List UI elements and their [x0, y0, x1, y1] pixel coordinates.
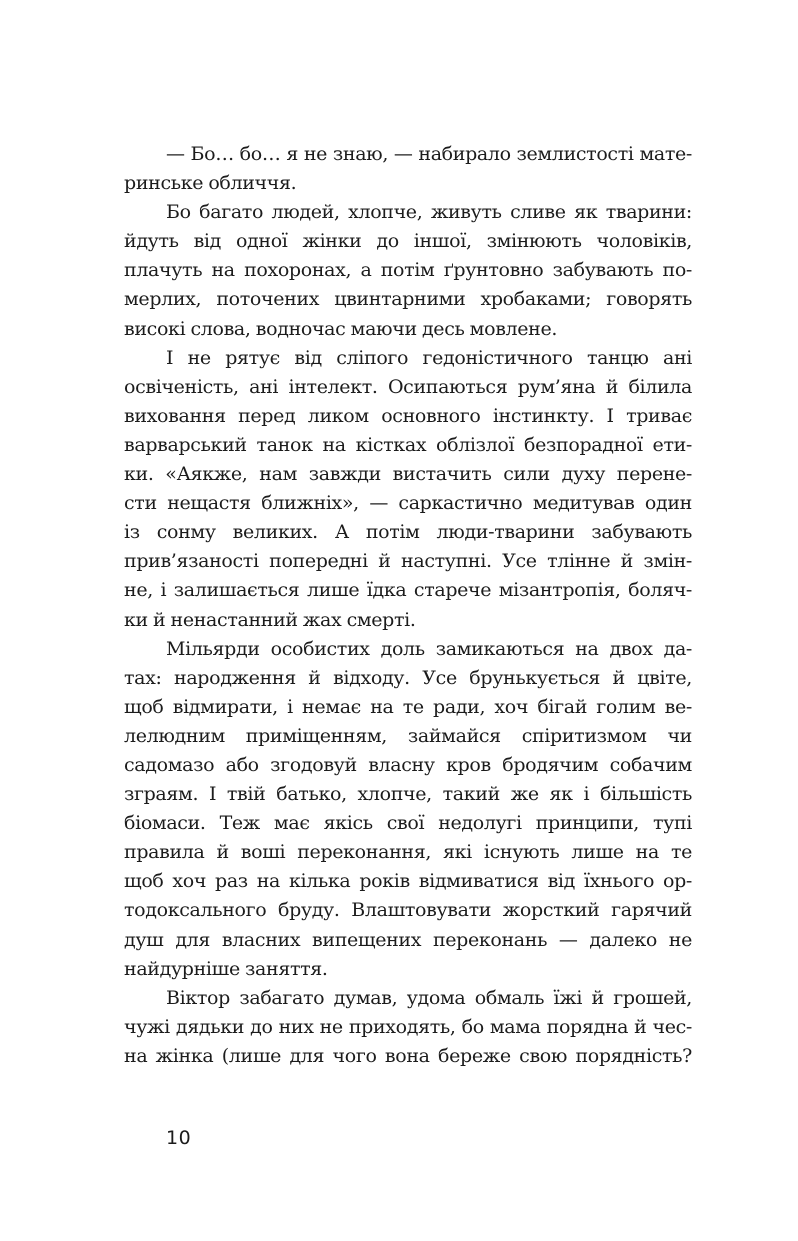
- text-line: йдуть від одної жінки до іншої, змінюють чоловіків,: [124, 230, 692, 253]
- text-line: сти нещастя ближніх», — саркастично медитував один: [124, 492, 692, 515]
- text-line: І не рятує від сліпого гедоністичного танцю ані: [166, 346, 692, 369]
- text-line: найдурніше заняття.: [124, 957, 328, 980]
- paragraph: [124, 198, 692, 343]
- text-line: тах: народження й відходу. Усе брунькується й цвіте,: [124, 666, 692, 689]
- paragraph: [124, 140, 692, 198]
- text-line: із сонму великих. А потім люди-тварини забувають: [124, 521, 692, 544]
- text-line: садомазо або згодовуй власну кров бродячим собачим: [124, 753, 692, 776]
- text-line: щоб хоч раз на кілька років відмиватися від їхнього ор-: [124, 870, 692, 893]
- text-line: правила й воші переконання, які існують лише на те: [124, 841, 692, 864]
- text-line: мерлих, поточених цвинтарними хробаками; говорять: [124, 288, 692, 311]
- text-line: ки й ненастанний жах смерті.: [124, 608, 416, 631]
- text-line: на жінка (лише для чого вона береже свою порядність?: [124, 1044, 692, 1067]
- text-line: душ для власних випещених переконань — далеко не: [124, 928, 692, 951]
- text-line: прив’язаності попередні й наступні. Усе тлінне й змін-: [124, 550, 692, 573]
- text-line: ринське обличчя.: [124, 172, 297, 195]
- text-line: виховання перед ликом основного інстинкту. І триває: [124, 404, 692, 427]
- text-line: Бо багато людей, хлопче, живуть сливе як тварини:: [166, 201, 692, 224]
- text-line: освіченість, ані інтелект. Осипаються рум’яна й білила: [124, 375, 692, 398]
- paragraph: [124, 635, 692, 984]
- paragraph: [124, 984, 692, 1071]
- text-line: — Бо… бо… я не знаю, — набирало землистості мате-: [166, 143, 692, 165]
- text-line: біомаси. Теж має якісь свої недолугі принципи, тупі: [124, 812, 692, 835]
- text-line: ки. «Аякже, нам завжди вистачить сили духу перене-: [124, 463, 692, 486]
- text-line: лелюдним приміщенням, займайся спіритизмом чи: [124, 724, 692, 747]
- text-line: не, і залишається лише їдка старече мізантропія, боляч-: [124, 579, 692, 602]
- text-line: тодоксального бруду. Влаштовувати жорсткий гарячий: [124, 899, 692, 922]
- text-line: плачуть на похоронах, а потім ґрунтовно забувають по-: [124, 259, 692, 282]
- text-line: Мільярди особистих доль замикаються на двох да-: [166, 637, 692, 660]
- text-line: високі слова, водночас маючи десь мовлене.: [124, 317, 558, 340]
- text-line: чужі дядьки до них не приходять, бо мама порядна й чес-: [124, 1015, 692, 1038]
- text-line: зграям. І твій батько, хлопче, такий же як і більшість: [124, 783, 692, 806]
- body-text: [124, 140, 692, 1071]
- text-line: варварський танок на кістках облізлої безпорадної ети-: [124, 433, 692, 456]
- text-line: Віктор забагато думав, удома обмаль їжі й грошей,: [166, 986, 692, 1009]
- text-line: щоб відмирати, і немає на те ради, хоч бігай голим ве-: [124, 695, 692, 718]
- paragraph: [124, 344, 692, 635]
- page-number: 10: [166, 1127, 192, 1149]
